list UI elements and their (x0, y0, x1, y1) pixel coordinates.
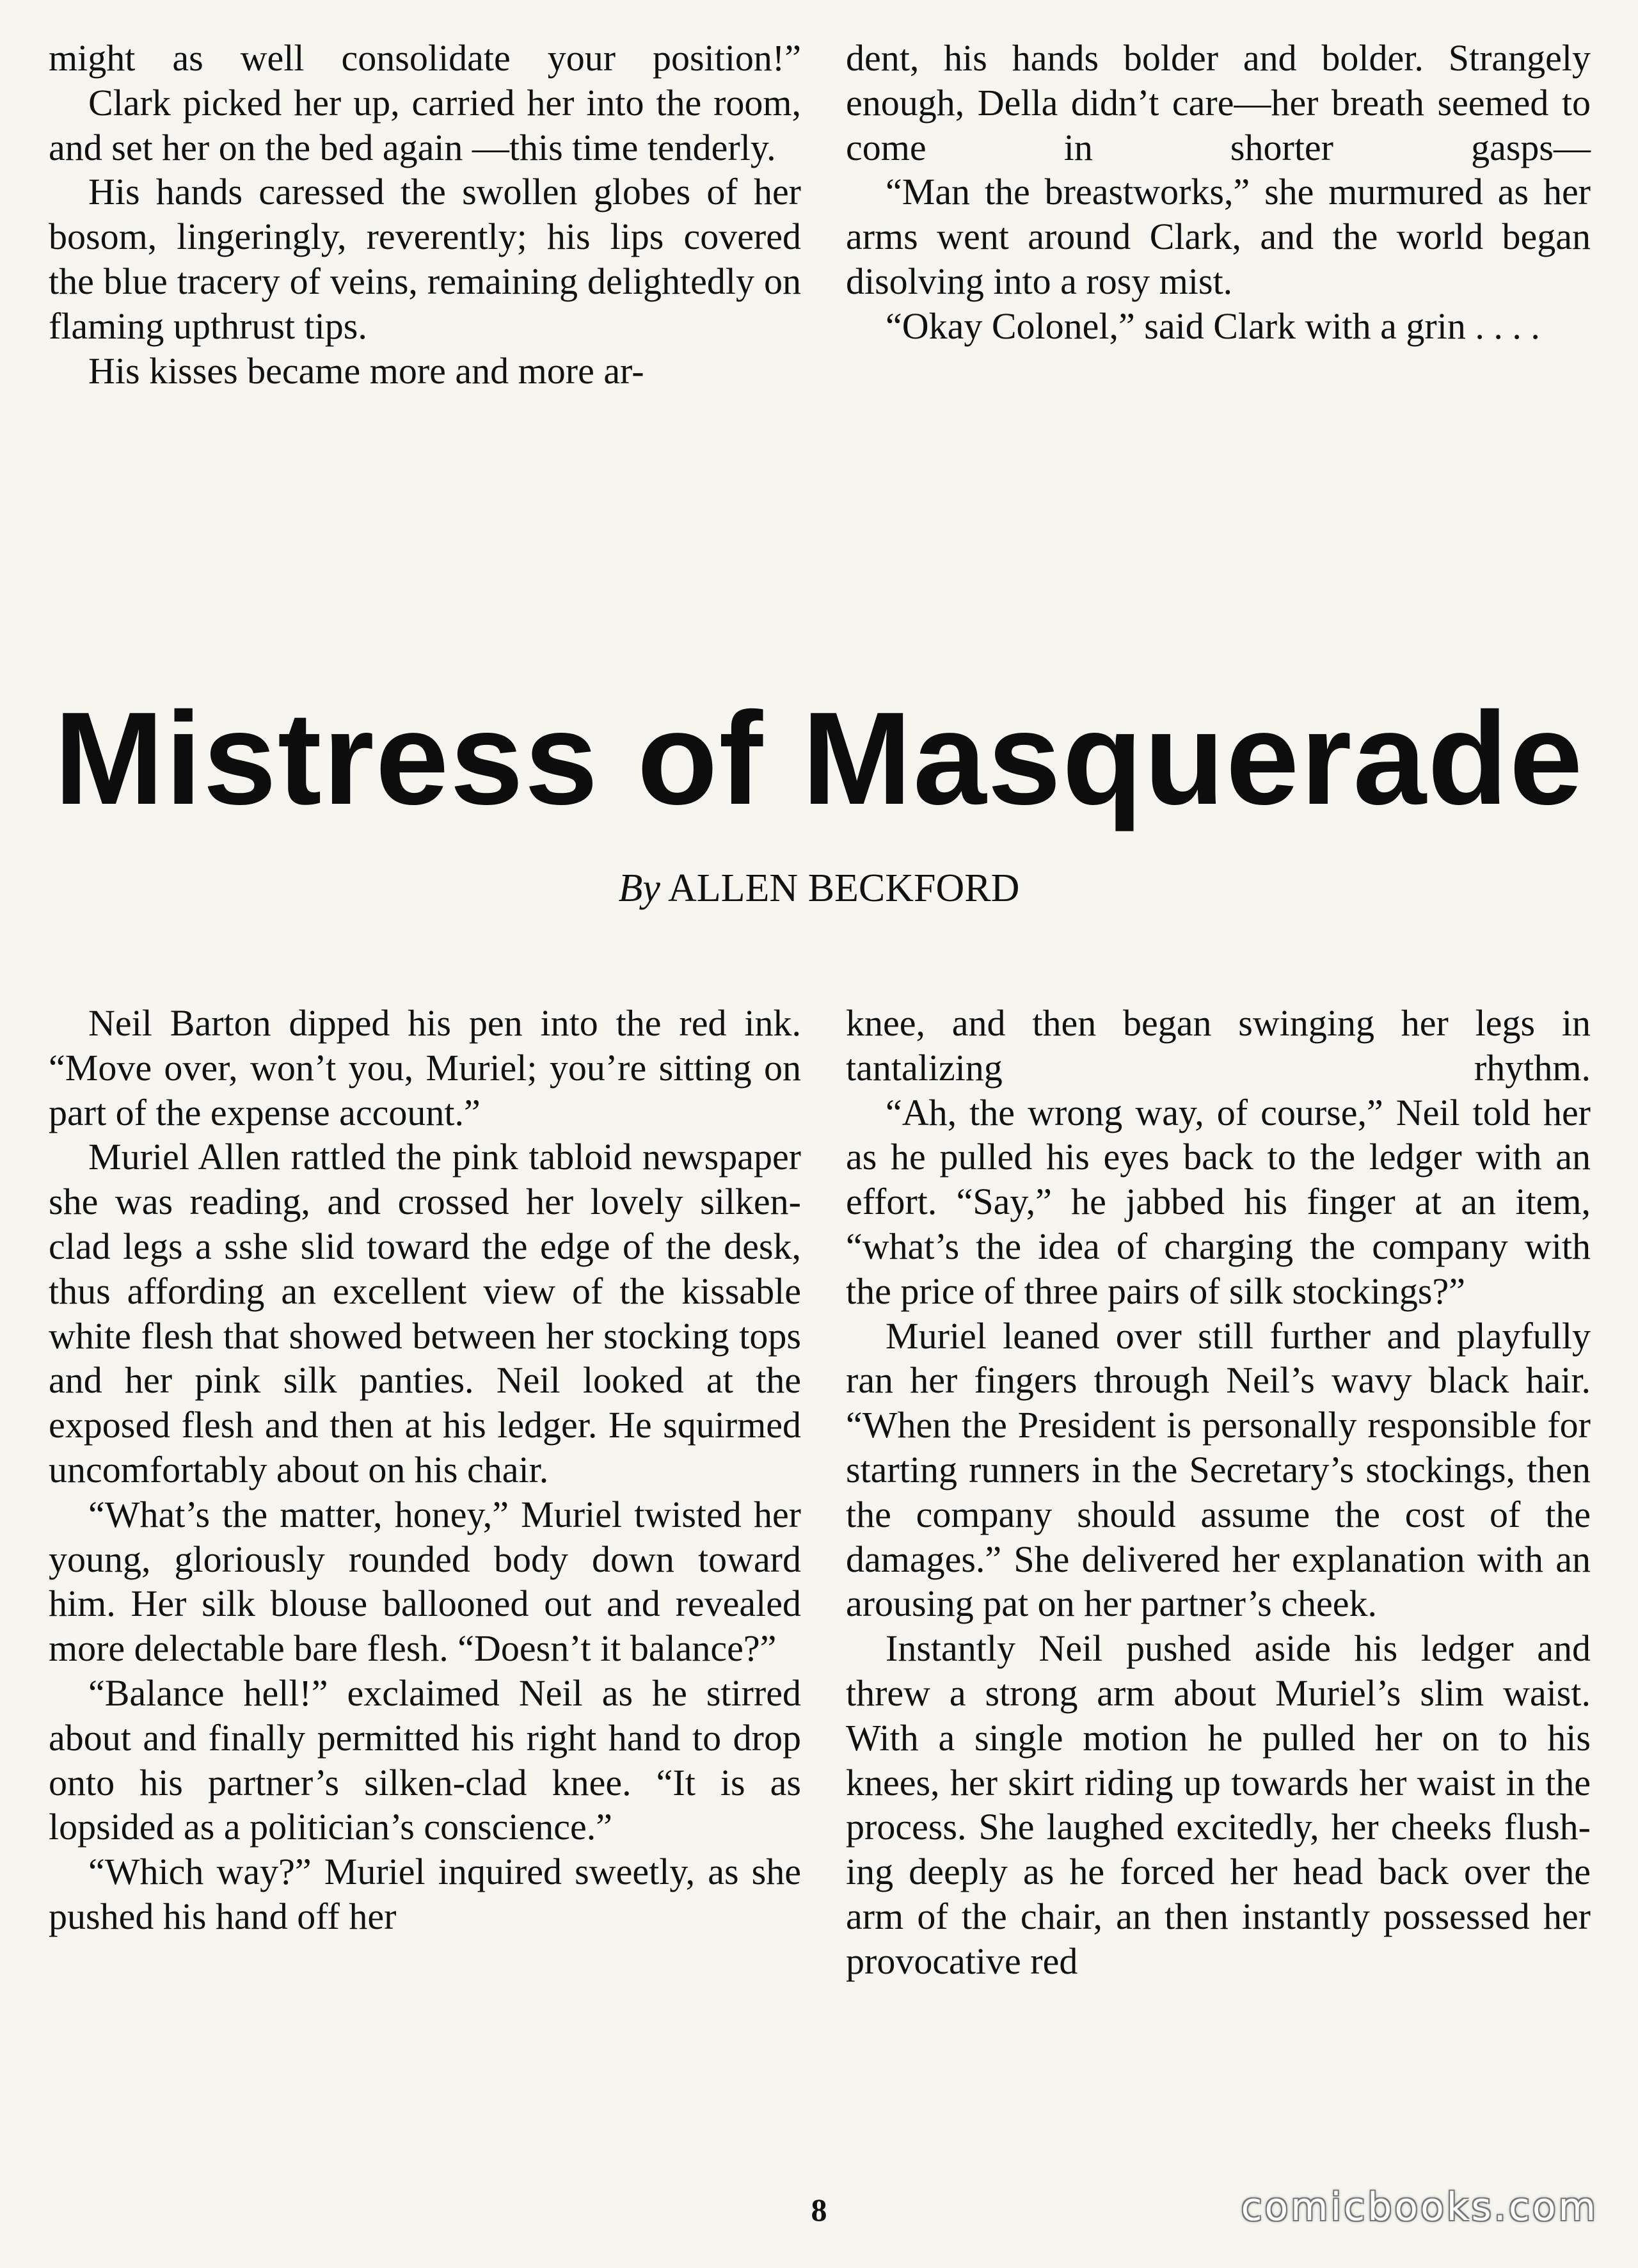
paragraph: “Okay Colonel,” said Clark with a grin . . . . (886, 305, 1540, 347)
paragraph: Clark picked her up, carried her into the room, and set her on the bed again —this time tenderly. (49, 81, 801, 168)
previous-story-left-column (49, 36, 801, 393)
previous-story-right-column (846, 36, 1591, 349)
paragraph: Muriel Allen rattled the pink tabloid newspaper she was reading, and crossed her lovely silken-clad legs a sshe slid toward the edge of the desk, thus affording an excellent view of the kissable white flesh that showed between her stocking tops and her pink silk panties. Neil looked at the exposed flesh and then at his ledger. He squirmed uncomfortably about on his chair. (49, 1136, 801, 1490)
paragraph: His hands caressed the swollen globes of her bosom, lingeringly, reverently; his lips covered the blue tracery of veins, remaining delightedly on flaming upthrust tips. (49, 171, 801, 347)
story-title: Mistress of Masquerade (54, 685, 1584, 832)
paragraph: Muriel leaned over still further and playfully ran her fingers through Neil’s wavy black hair. “When the President is personally responsible for starting runners in the Secretary’s stockings, then the company should assume the cost of the damages.” She delivered her explanation with an arousing pat on her partner’s cheek. (846, 1314, 1591, 1625)
paragraph: “What’s the matter, honey,” Muriel twisted her young, gloriously rounded body down toward him. Her silk blouse ballooned out and revealed more delectable bare flesh. “Doesn’t it balance?” (49, 1493, 801, 1670)
story-left-column (49, 1001, 801, 1939)
paragraph: “Balance hell!” exclaimed Neil as he stirred about and finally permitted his right hand to drop onto his partner’s silken-clad knee. “It is as lopsided as a politician’s conscience.” (49, 1672, 801, 1848)
byline-author: ALLEN BECKFORD (668, 866, 1020, 910)
paragraph: His kisses became more and more ar- (88, 349, 644, 392)
story-right-column (846, 1001, 1591, 1984)
paragraph: might as well consolidate your position!” (49, 37, 801, 79)
page-number: 8 (811, 2192, 827, 2228)
paragraph: knee, and then began swinging her legs in tantalizing rhythm. (846, 1002, 1591, 1089)
watermark-logo: comicbooks.com (1241, 2185, 1598, 2230)
paragraph: Neil Barton dipped his pen into the red ink. “Move over, won’t you, Muriel; you’re sitting on part of the expense account.” (49, 1002, 801, 1133)
story-byline (0, 863, 1638, 914)
paragraph: dent, his hands bolder and bolder. Strangely enough, Della didn’t care—her breath seemed to come in shorter gasps— (846, 37, 1591, 168)
paragraph: “Ah, the wrong way, of course,” Neil told her as he pulled his eyes back to the ledger with an effort. “Say,” he jabbed his finger at an item, “what’s the idea of charging the company with the price of three pairs of silk stockings?” (846, 1091, 1591, 1312)
paragraph: “Which way?” Muriel inquired sweetly, as she pushed his hand off her (49, 1851, 801, 1937)
byline-prefix: By (618, 866, 660, 910)
paragraph: Instantly Neil pushed aside his ledger and threw a strong arm about Muriel’s slim waist. With a single motion he pulled her on to his knees, her skirt riding up towards her waist in the process. She laughed excitedly, her cheeks flushing deeply as he forced her head back over the arm of the chair, an then instantly possessed her provocative red (846, 1627, 1591, 1982)
paragraph: “Man the breastworks,” she murmured as her arms went around Clark, and the world began disolving into a rosy mist. (846, 171, 1591, 302)
